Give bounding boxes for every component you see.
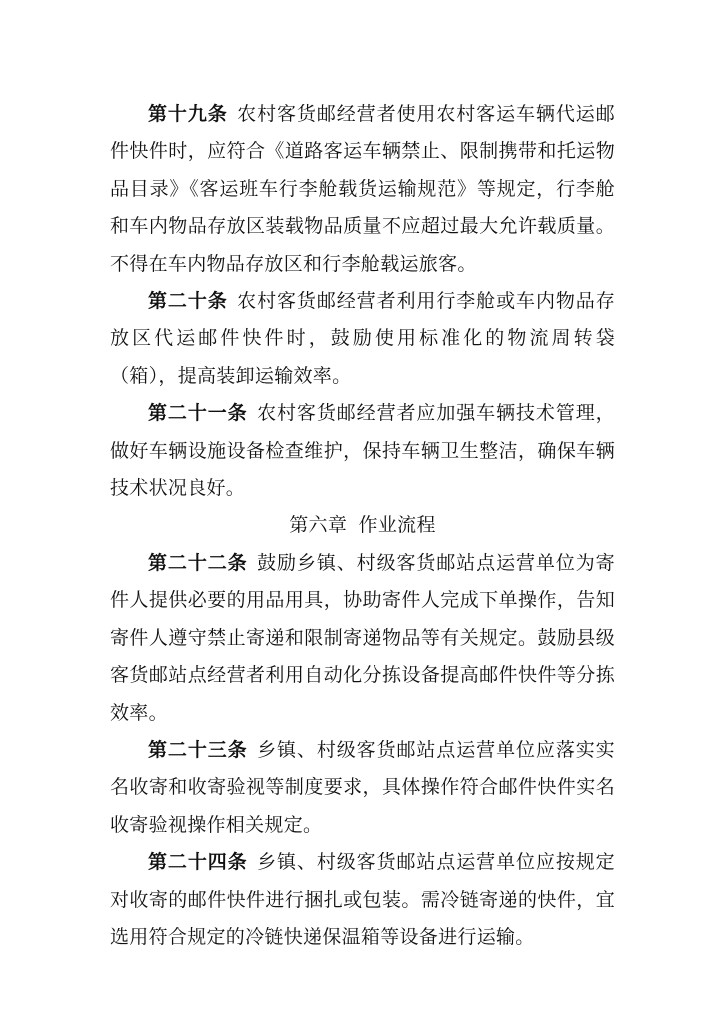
document-page [110,96,615,956]
chapter-title: 作业流程 [358,514,436,537]
article-19 [110,96,615,283]
article-label: 第二十二条 [148,551,248,574]
article-label: 第二十条 [148,290,228,313]
article-label: 第二十一条 [148,402,248,425]
article-text: 乡镇、村级客货邮站点运营单位应按规定对收寄的邮件快件进行捆扎或包装。需冷链寄递的快件，宜选用符合规定的冷链快递保温箱等设备进行运输。 [110,851,615,948]
article-24 [110,844,615,956]
article-text: 农村客货邮经营者应加强车辆技术管理，做好车辆设施设备检查维护，保持车辆卫生整洁，确保车辆技术状况良好。 [110,402,615,500]
article-text: 乡镇、村级客货邮站点运营单位应落实实名收寄和收寄验视等制度要求，具体操作符合邮件快件实名收寄验视操作相关规定。 [110,738,615,836]
article-label: 第二十三条 [148,738,248,761]
article-20 [110,283,615,395]
article-text: 农村客货邮经营者使用农村客运车辆代运邮件快件时，应符合《道路客运车辆禁止、限制携带和托运物品目录》《客运班车行李舱载货运输规范》等规定，行李舱和车内物品存放区装载物品质量不应超过最大允许载质量。不得在车内物品存放区和行李舱载运旅客。 [110,103,615,275]
article-22 [110,545,615,732]
chapter-heading [110,507,615,544]
article-21 [110,395,615,507]
chapter-number: 第六章 [289,514,348,537]
article-label: 第十九条 [148,103,228,125]
article-text: 农村客货邮经营者利用行李舱或车内物品存放区代运邮件快件时，鼓励使用标准化的物流周转袋（箱），提高装卸运输效率。 [110,290,615,387]
article-label: 第二十四条 [148,851,248,874]
article-23 [110,732,615,844]
article-text: 鼓励乡镇、村级客货邮站点运营单位为寄件人提供必要的用品用具，协助寄件人完成下单操作，告知寄件人遵守禁止寄递和限制寄递物品等有关规定。鼓励县级客货邮站点经营者利用自动化分拣设备提高邮件快件等分拣效率。 [110,551,615,724]
